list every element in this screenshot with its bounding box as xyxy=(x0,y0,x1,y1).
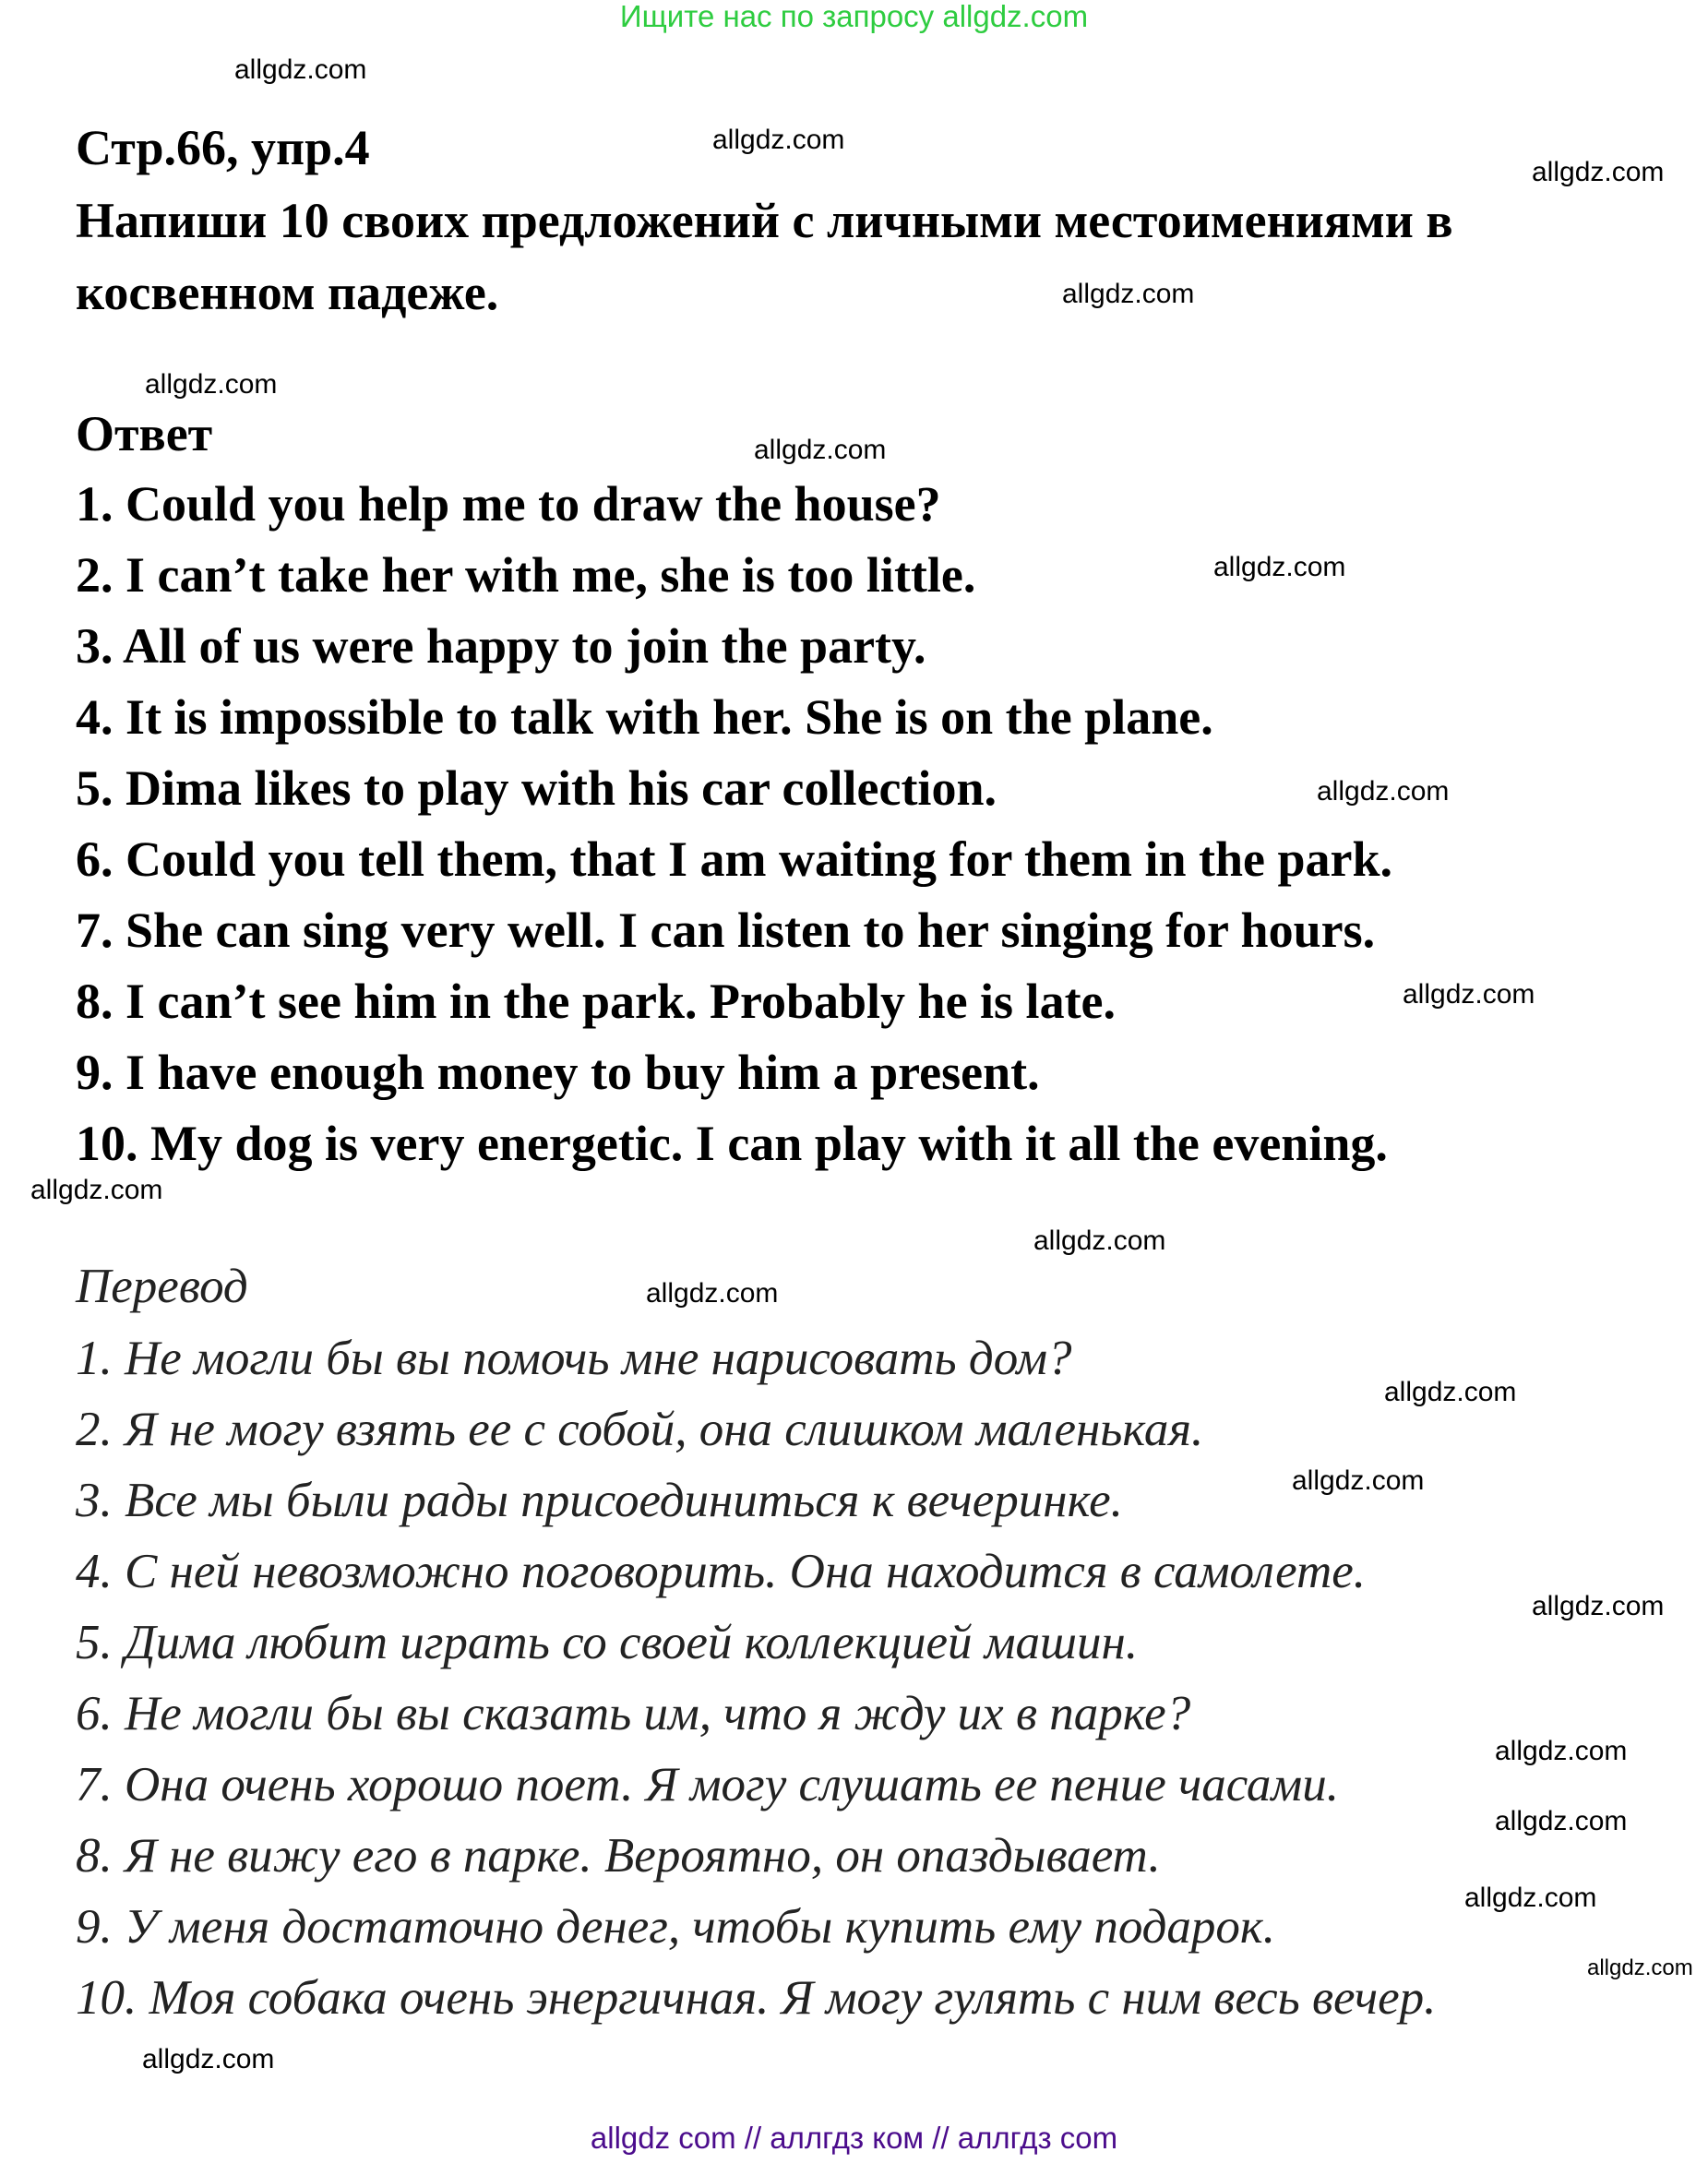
watermark-text: allgdz.com xyxy=(1532,157,1665,187)
answer-item: 1. Could you help me to draw the house? xyxy=(76,476,941,532)
answer-item: 10. My dog is very energetic. I can play with it all the evening. xyxy=(76,1116,1388,1171)
answer-item: 9. I have enough money to buy him a present. xyxy=(76,1045,1040,1100)
translation-item: 5. Дима любит играть со своей коллекцией машин. xyxy=(76,1616,1139,1669)
watermark-text: allgdz.com xyxy=(1292,1465,1425,1496)
answer-item: 2. I can’t take her with me, she is too little. xyxy=(76,547,976,603)
answer-item: 6. Could you tell them, that I am waiting for them in the park. xyxy=(76,831,1393,887)
watermark-text: allgdz.com xyxy=(1532,1591,1665,1621)
watermark-text: allgdz.com xyxy=(142,2044,275,2074)
watermark-text: allgdz.com xyxy=(1587,1955,1693,1980)
translation-item: 7. Она очень хорошо поет. Я могу слушать ее пение часами. xyxy=(76,1758,1339,1811)
answer-item: 8. I can’t see him in the park. Probably he is late. xyxy=(76,974,1117,1029)
watermark-text: allgdz.com xyxy=(30,1175,163,1205)
instruction-line-2: косвенном падеже. xyxy=(76,265,499,320)
translation-item: 9. У меня достаточно денег, чтобы купить ему подарок. xyxy=(76,1900,1275,1954)
watermark-text: allgdz.com xyxy=(1213,552,1346,582)
answer-item: 5. Dima likes to play with his car collection. xyxy=(76,760,997,816)
watermark-text: allgdz.com xyxy=(754,435,887,465)
watermark-text: allgdz.com xyxy=(1062,279,1195,309)
watermark-text: allgdz.com xyxy=(1317,776,1450,807)
answer-item: 7. She can sing very well. I can listen to her singing for hours. xyxy=(76,903,1376,958)
answer-item: 4. It is impossible to talk with her. She is on the plane. xyxy=(76,689,1213,745)
translation-item: 4. С ней невозможно поговорить. Она находится в самолете. xyxy=(76,1545,1367,1598)
answer-item: 3. All of us were happy to join the party. xyxy=(76,618,926,674)
answer-heading: Ответ xyxy=(76,406,213,461)
watermark-text: allgdz.com xyxy=(1033,1225,1166,1256)
footer-links: allgdz com // аллгдз ком // аллгдз com xyxy=(590,2121,1118,2155)
watermark-text: allgdz.com xyxy=(234,54,367,85)
watermark-text: allgdz.com xyxy=(1464,1883,1597,1913)
translation-item: 1. Не могли бы вы помочь мне нарисовать дом? xyxy=(76,1332,1072,1385)
watermark-text: allgdz.com xyxy=(1403,979,1535,1010)
translation-heading: Перевод xyxy=(76,1260,248,1313)
watermark-text: allgdz.com xyxy=(1495,1736,1628,1766)
watermark-text: allgdz.com xyxy=(145,369,278,400)
page-title: Стр.66, упр.4 xyxy=(76,120,370,175)
translation-item: 2. Я не могу взять ее с собой, она слишком маленькая. xyxy=(76,1403,1204,1456)
translation-item: 6. Не могли бы вы сказать им, что я жду их в парке? xyxy=(76,1687,1191,1740)
watermark-text: allgdz.com xyxy=(712,125,845,155)
watermark-text: allgdz.com xyxy=(646,1278,779,1309)
translation-item: 3. Все мы были рады присоединиться к вечеринке. xyxy=(76,1474,1123,1527)
instruction-line-1: Напиши 10 своих предложений с личными местоимениями в xyxy=(76,193,1453,248)
search-banner: Ищите нас по запросу allgdz.com xyxy=(619,0,1089,33)
watermark-text: allgdz.com xyxy=(1495,1806,1628,1836)
watermark-text: allgdz.com xyxy=(1384,1377,1517,1407)
translation-item: 8. Я не вижу его в парке. Вероятно, он опаздывает. xyxy=(76,1829,1161,1883)
translation-item: 10. Моя собака очень энергичная. Я могу гулять с ним весь вечер. xyxy=(76,1971,1437,2025)
